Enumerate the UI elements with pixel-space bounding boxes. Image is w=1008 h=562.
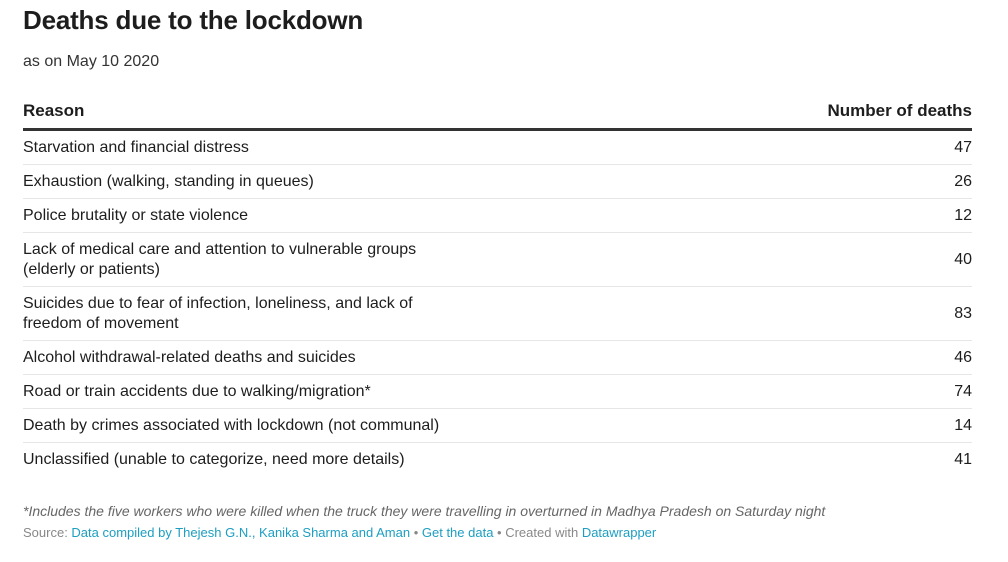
table-row: [23, 165, 972, 199]
cell-deaths: 26: [503, 165, 972, 199]
table-header-row: [23, 101, 972, 130]
cell-reason: Suicides due to fear of infection, loneliness, and lack of freedom of movement: [23, 287, 503, 341]
table-row: [23, 287, 972, 341]
table-row: [23, 233, 972, 287]
footnote: *Includes the five workers who were killed when the truck they were travelling in overturned in Madhya Pradesh on Saturday night: [23, 503, 826, 519]
cell-reason: Exhaustion (walking, standing in queues): [23, 165, 503, 199]
cell-deaths: 74: [503, 375, 972, 409]
cell-reason: Starvation and financial distress: [23, 130, 503, 165]
cell-deaths: 47: [503, 130, 972, 165]
data-table: [23, 101, 972, 476]
cell-deaths: 14: [503, 409, 972, 443]
cell-reason: Lack of medical care and attention to vulnerable groups (elderly or patients): [23, 233, 503, 287]
column-header-reason[interactable]: Reason: [23, 101, 503, 130]
cell-reason: Unclassified (unable to categorize, need more details): [23, 451, 405, 468]
table-row: [23, 375, 972, 409]
column-header-deaths[interactable]: Number of deaths: [503, 101, 972, 130]
source-prefix: Source:: [23, 525, 72, 540]
table-row: [23, 409, 972, 443]
cell-deaths: 12: [503, 199, 972, 233]
cell-deaths: 83: [503, 287, 972, 341]
chart-title: Deaths due to the lockdown: [23, 5, 364, 35]
chart-subtitle: as on May 10 2020: [23, 53, 160, 70]
cell-reason: Police brutality or state violence: [23, 199, 503, 233]
table-body: [23, 130, 972, 477]
cell-reason: Alcohol withdrawal-related deaths and suicides: [23, 341, 503, 375]
source-line: [23, 524, 972, 542]
table-row: [23, 443, 972, 477]
separator: •: [410, 525, 422, 540]
cell-deaths: 40: [503, 233, 972, 287]
source-link[interactable]: Data compiled by Thejesh G.N., Kanika Sharma and Aman: [71, 525, 411, 540]
cell-deaths: 46: [503, 341, 972, 375]
get-data-link[interactable]: Get the data: [421, 525, 494, 540]
cell-reason: Death by crimes associated with lockdown (not communal): [23, 409, 503, 443]
cell-reason: Road or train accidents due to walking/migration*: [23, 375, 503, 409]
datawrapper-link[interactable]: Datawrapper: [581, 525, 657, 540]
cell-deaths: 41: [954, 451, 972, 468]
table-row: [23, 341, 972, 375]
table-row: [23, 199, 972, 233]
created-with-text: • Created with: [493, 525, 582, 540]
table-row: [23, 130, 972, 165]
